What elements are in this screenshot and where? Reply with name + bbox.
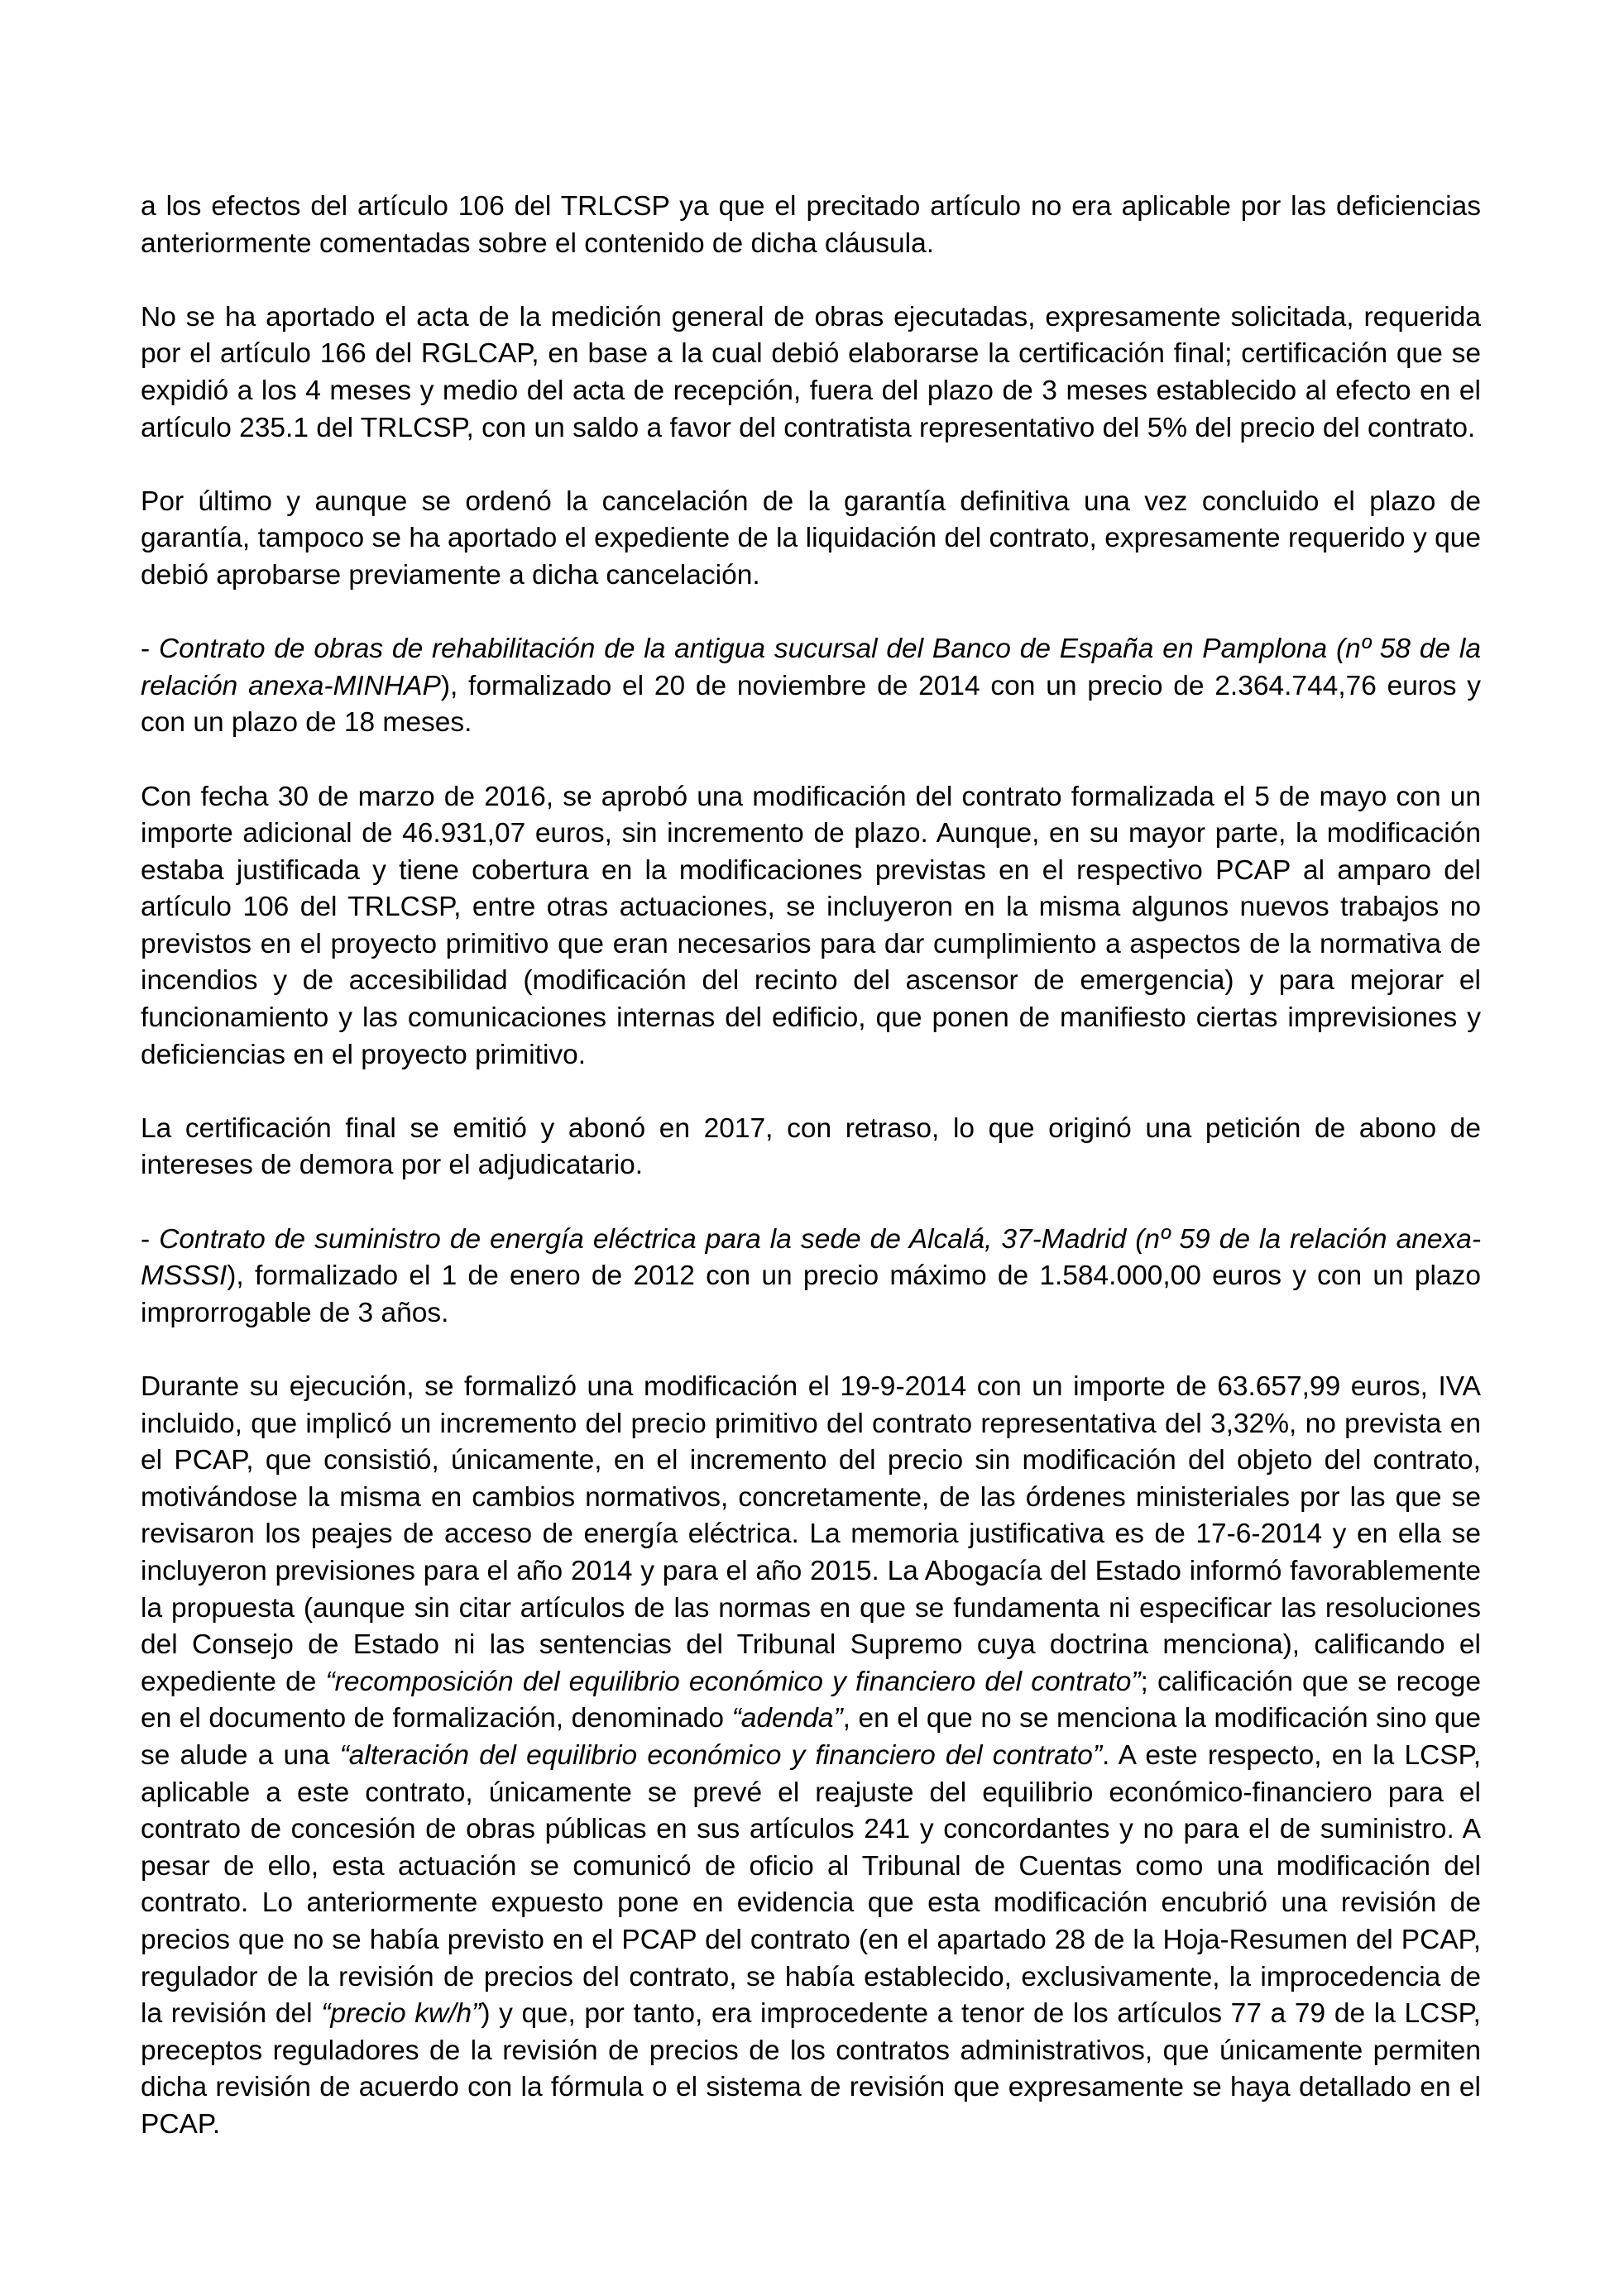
contract-details: ), formalizado el 20 de noviembre de 2014 con un precio de 2.364.744,76 euros y con un plazo de 18 meses. — [141, 670, 1481, 739]
paragraph-modificacion-pamplona — [141, 779, 1481, 1074]
document-page — [141, 189, 1481, 2143]
list-dash: - — [141, 1223, 160, 1255]
paragraph-text: ; calificación que se recoge en el documento de formalización, denominado — [141, 1666, 1482, 1734]
contract-title: Contrato de suministro de energía eléctrica para la sede de Alcalá, 37-Madrid (nº 59 de la relación anexa-MSSSI — [141, 1223, 1481, 1292]
paragraph-garantia-definitiva — [141, 484, 1481, 595]
paragraph-text: . A este respecto, en la LCSP, aplicable a este contrato, únicamente se prevé el reajuste del equilibrio económico-financiero para el contrato de concesión de obras públicas en sus artículos 241 y concordantes y no para el de suministro. A pesar de ello, esta actuación se comunicó de oficio al Tribunal de Cuentas como una modificación del contrato. Lo anteriormente expuesto pone en evidencia que esta modificación encubrió una revisión de precios que no se había previsto en el PCAP del contrato (en el apartado 28 de la Hoja-Resumen del PCAP, regulador de la revisión de precios del contrato, se había establecido, exclusivamente, la improcedencia de la revisión del — [141, 1739, 1481, 2030]
paragraph-text: La certificación final se emitió y abonó en 2017, con retraso, lo que originó una petición de abono de intereses de demora por el adjudicatario. — [141, 1112, 1481, 1181]
contract-details: ), formalizado el 1 de enero de 2012 con un precio máximo de 1.584.000,00 euros y con un plazo improrrogable de 3 años. — [141, 1260, 1481, 1328]
contract-title: Contrato de obras de rehabilitación de la antigua sucursal del Banco de España en Pamplona (nº 58 de la relación anexa-MINHAP — [141, 634, 1481, 701]
paragraph-text: Por último y aunque se ordenó la cancelación de la garantía definitiva una vez concluido el plazo de garantía, tampoco se ha aportado el expediente de la liquidación del contrato, expresamente requerido y que debió aprobarse previamente a dicha cancelación. — [141, 486, 1481, 591]
paragraph-medicion-general — [141, 299, 1481, 447]
quoted-term: “precio kw/h” — [321, 1998, 481, 2030]
paragraph-text: No se ha aportado el acta de la medición general de obras ejecutadas, expresamente solicitada, requerida por el artículo 166 del RGLCAP, en base a la cual debió elaborarse la certificación final; certificación que se expidió a los 4 meses y medio del acta de recepción, fuera del plazo de 3 meses establecido al efecto en el artículo 235.1 del TRLCSP, con un saldo a favor del contratista representativo del 5% del precio del contrato. — [141, 301, 1481, 443]
paragraph-text: Con fecha 30 de marzo de 2016, se aprobó una modificación del contrato formalizada el 5 de mayo con un importe adicional de 46.931,07 euros, sin incremento de plazo. Aunque, en su mayor parte, la modificación estaba justificada y tiene cobertura en la modificaciones previstas en el respectivo PCAP al amparo del artículo 106 del TRLCSP, entre otras actuaciones, se incluyeron en la misma algunos nuevos trabajos no previstos en el proyecto primitivo que eran necesarios para dar cumplimiento a aspectos de la normativa de incendios y de accesibilidad (modificación del recinto del ascensor de emergencia) y para mejorar el funcionamiento y las comunicaciones internas del edificio, que ponen de manifiesto ciertas imprevisiones y deficiencias en el proyecto primitivo. — [141, 781, 1481, 1070]
quoted-term: “alteración del equilibrio económico y financiero del contrato” — [339, 1739, 1102, 1771]
paragraph-text: , en el que no se menciona la modificación sino que se alude a una — [141, 1703, 1481, 1771]
paragraph-contrato-alcala — [141, 1222, 1481, 1332]
quoted-term: “adenda” — [731, 1703, 843, 1734]
paragraph-certificacion-final — [141, 1111, 1481, 1184]
paragraph-art106-conclusion — [141, 189, 1481, 262]
quoted-term: “recomposición del equilibrio económico y financiero del contrato” — [325, 1666, 1141, 1697]
paragraph-text: a los efectos del artículo 106 del TRLCSP ya que el precitado artículo no era aplicable por las deficiencias anteriormente comentadas sobre el contenido de dicha cláusula. — [141, 191, 1481, 259]
paragraph-contrato-pamplona — [141, 631, 1481, 742]
paragraph-modificacion-alcala — [141, 1369, 1481, 2143]
list-dash: - — [141, 634, 159, 665]
paragraph-text: ) y que, por tanto, era improcedente a tenor de los artículos 77 a 79 de la LCSP, preceptos reguladores de la revisión de precios de los contratos administrativos, que únicamente permiten dicha revisión de acuerdo con la fórmula o el sistema de revisión que expresamente se haya detallado en el PCAP. — [141, 1998, 1481, 2140]
paragraph-text: Durante su ejecución, se formalizó una modificación el 19-9-2014 con un importe de 63.657,99 euros, IVA incluido, que implicó un incremento del precio primitivo del contrato representativa del 3,32%, no prevista en el PCAP, que consistió, únicamente, en el incremento del precio sin modificación del objeto del contrato, motivándose la misma en cambios normativos, concretamente, de las órdenes ministeriales por las que se revisaron los peajes de acceso de energía eléctrica. La memoria justificativa es de 17-6-2014 y en ella se incluyeron previsiones para el año 2014 y para el año 2015. La Abogacía del Estado informó favorablemente la propuesta (aunque sin citar artículos de las normas en que se fundamenta ni especificar las resoluciones del Consejo de Estado ni las sentencias del Tribunal Supremo cuya doctrina menciona), calificando el expediente de — [141, 1371, 1481, 1697]
